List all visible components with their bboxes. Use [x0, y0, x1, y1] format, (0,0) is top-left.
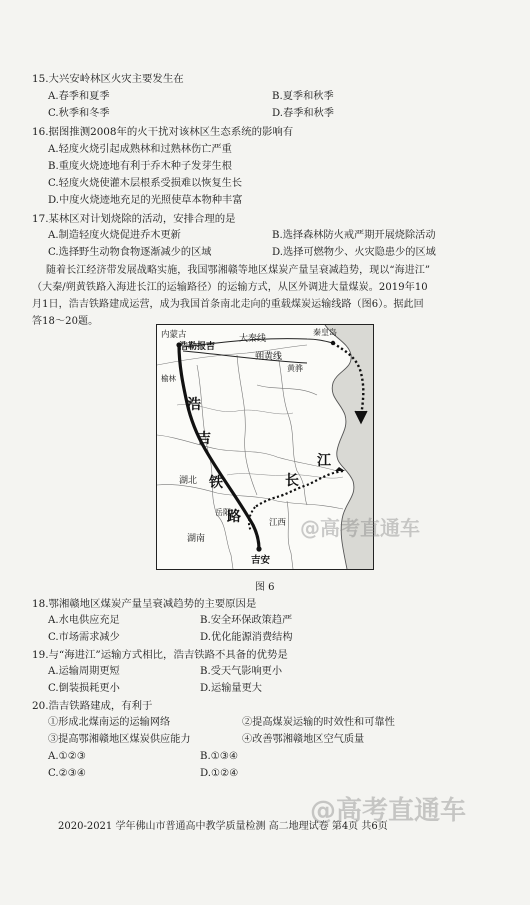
q20-statement-4: ④改善鄂湘赣地区空气质量 [242, 734, 365, 745]
q16-option-a: A.轻度火烧引起成熟林和过熟林伤亡严重 [48, 144, 232, 155]
q17-option-c: C.选择野生动物食物逐渐减少的区域 [48, 247, 212, 258]
shuohuang-line [183, 351, 307, 363]
label-haolebaoji: 浩勒报吉 [179, 342, 216, 352]
jian-point [256, 546, 261, 551]
watermark-2: @高考直通车 [310, 796, 467, 826]
q16-option-d: D.中度火烧迹地充足的光照使草本物种丰富 [48, 195, 243, 206]
q19-option-a: A.运输周期更短 [48, 666, 120, 677]
q17-option-a: A.制造轻度火烧促进乔木更新 [48, 230, 181, 241]
yangtze-route [255, 471, 343, 507]
label-river-1: 江 [317, 453, 331, 469]
haoji-railway [179, 345, 259, 549]
q15-option-d: D.春季和秋季 [272, 108, 334, 119]
q20-option-d: D.①②④ [200, 768, 239, 779]
q16-stem: 16.据图推测2008年的火干扰对该林区生态系统的影响有 [32, 126, 294, 138]
q17-option-b: B.选择森林防火戒严期开展烧除活动 [272, 230, 436, 241]
label-jiangxi: 江西 [269, 518, 287, 528]
q20-statement-2: ②提高煤炭运输的时效性和可靠性 [242, 717, 395, 728]
q20-option-a: A.①②③ [48, 751, 86, 762]
q19-stem: 19.与“海进江”运输方式相比，浩吉铁路不具备的优势是 [32, 649, 288, 661]
label-huanghua: 黄骅 [287, 364, 303, 373]
q18-option-b: B.安全环保政策趋严 [200, 615, 293, 626]
label-yulin: 榆林 [161, 374, 176, 383]
passage-line-2: （大秦/朔黄铁路入海进长江的运输路径）的运输方式，从区外调进大量煤炭。2019年10 [32, 282, 428, 293]
q19-option-d: D.运输量更大 [200, 683, 262, 694]
label-rail-3: 铁 [209, 475, 223, 491]
label-daqin: 大秦线 [239, 334, 267, 344]
q20-statement-3: ③提高鄂湘赣地区煤炭供应能力 [48, 734, 191, 745]
q20-option-c: C.②③④ [48, 768, 87, 779]
passage-line-1: 随着长江经济带发展战略实施，我国鄂湘赣等地区煤炭产量呈衰减趋势，现以“海进江” [46, 265, 431, 276]
page-footer: 2020-2021 学年佛山市普通高中教学质量检测 高二地理试卷 第4页 共6页 [58, 821, 388, 832]
q19-option-b: B.受天气影响更小 [200, 666, 283, 677]
q18-option-d: D.优化能源消费结构 [200, 632, 293, 643]
label-hubei: 湖北 [179, 476, 198, 486]
label-river-2: 长 [285, 473, 299, 489]
q19-option-c: C.倒装损耗更小 [48, 683, 120, 694]
q16-option-b: B.重度火烧迹地有利于乔木种子发芽生根 [48, 161, 232, 172]
q18-stem: 18.鄂湘赣地区煤炭产量呈衰减趋势的主要原因是 [32, 598, 257, 610]
q18-option-a: A.水电供应充足 [48, 615, 120, 626]
q20-option-b: B.①③④ [200, 751, 239, 762]
passage-line-3: 月1日，浩吉铁路建成运营，成为我国首条南北走向的重载煤炭运输线路（图6）。据此回 [32, 299, 424, 310]
label-shuohuang: 朔黄线 [255, 352, 283, 362]
label-hunan: 湖南 [187, 534, 206, 544]
q17-stem: 17.某林区对计划烧除的活动，安排合理的是 [32, 213, 236, 225]
q15-option-b: B.夏季和秋季 [272, 91, 334, 102]
label-rail-2: 吉 [197, 431, 211, 447]
passage-line-4: 答18～20题。 [32, 316, 99, 327]
qinhuangdao-point [331, 341, 335, 345]
label-jian: 吉安 [251, 555, 271, 566]
watermark-1: @高考直通车 [300, 516, 420, 540]
q20-stem: 20.浩吉铁路建成，有利于 [32, 700, 153, 712]
q20-statement-1: ①形成北煤南运的运输网络 [48, 717, 171, 728]
q15-option-a: A.春季和夏季 [48, 91, 110, 102]
label-qinhuangdao: 秦皇岛 [313, 328, 337, 337]
q18-option-c: C.市场需求减少 [48, 632, 120, 643]
label-inner-mongolia: 内蒙古 [161, 330, 187, 340]
q15-option-c: C.秋季和冬季 [48, 108, 110, 119]
label-yueyang: 岳阳 [215, 508, 231, 517]
q16-option-c: C.轻度火烧使灌木层根系受损难以恢复生长 [48, 178, 243, 189]
q15-stem: 15.大兴安岭林区火灾主要发生在 [32, 73, 184, 85]
q17-option-d: D.选择可燃物少、火灾隐患少的区域 [272, 247, 436, 258]
label-rail-4: 路 [227, 509, 241, 525]
label-rail-1: 浩 [187, 397, 201, 413]
figure-caption: 图 6 [255, 582, 275, 593]
